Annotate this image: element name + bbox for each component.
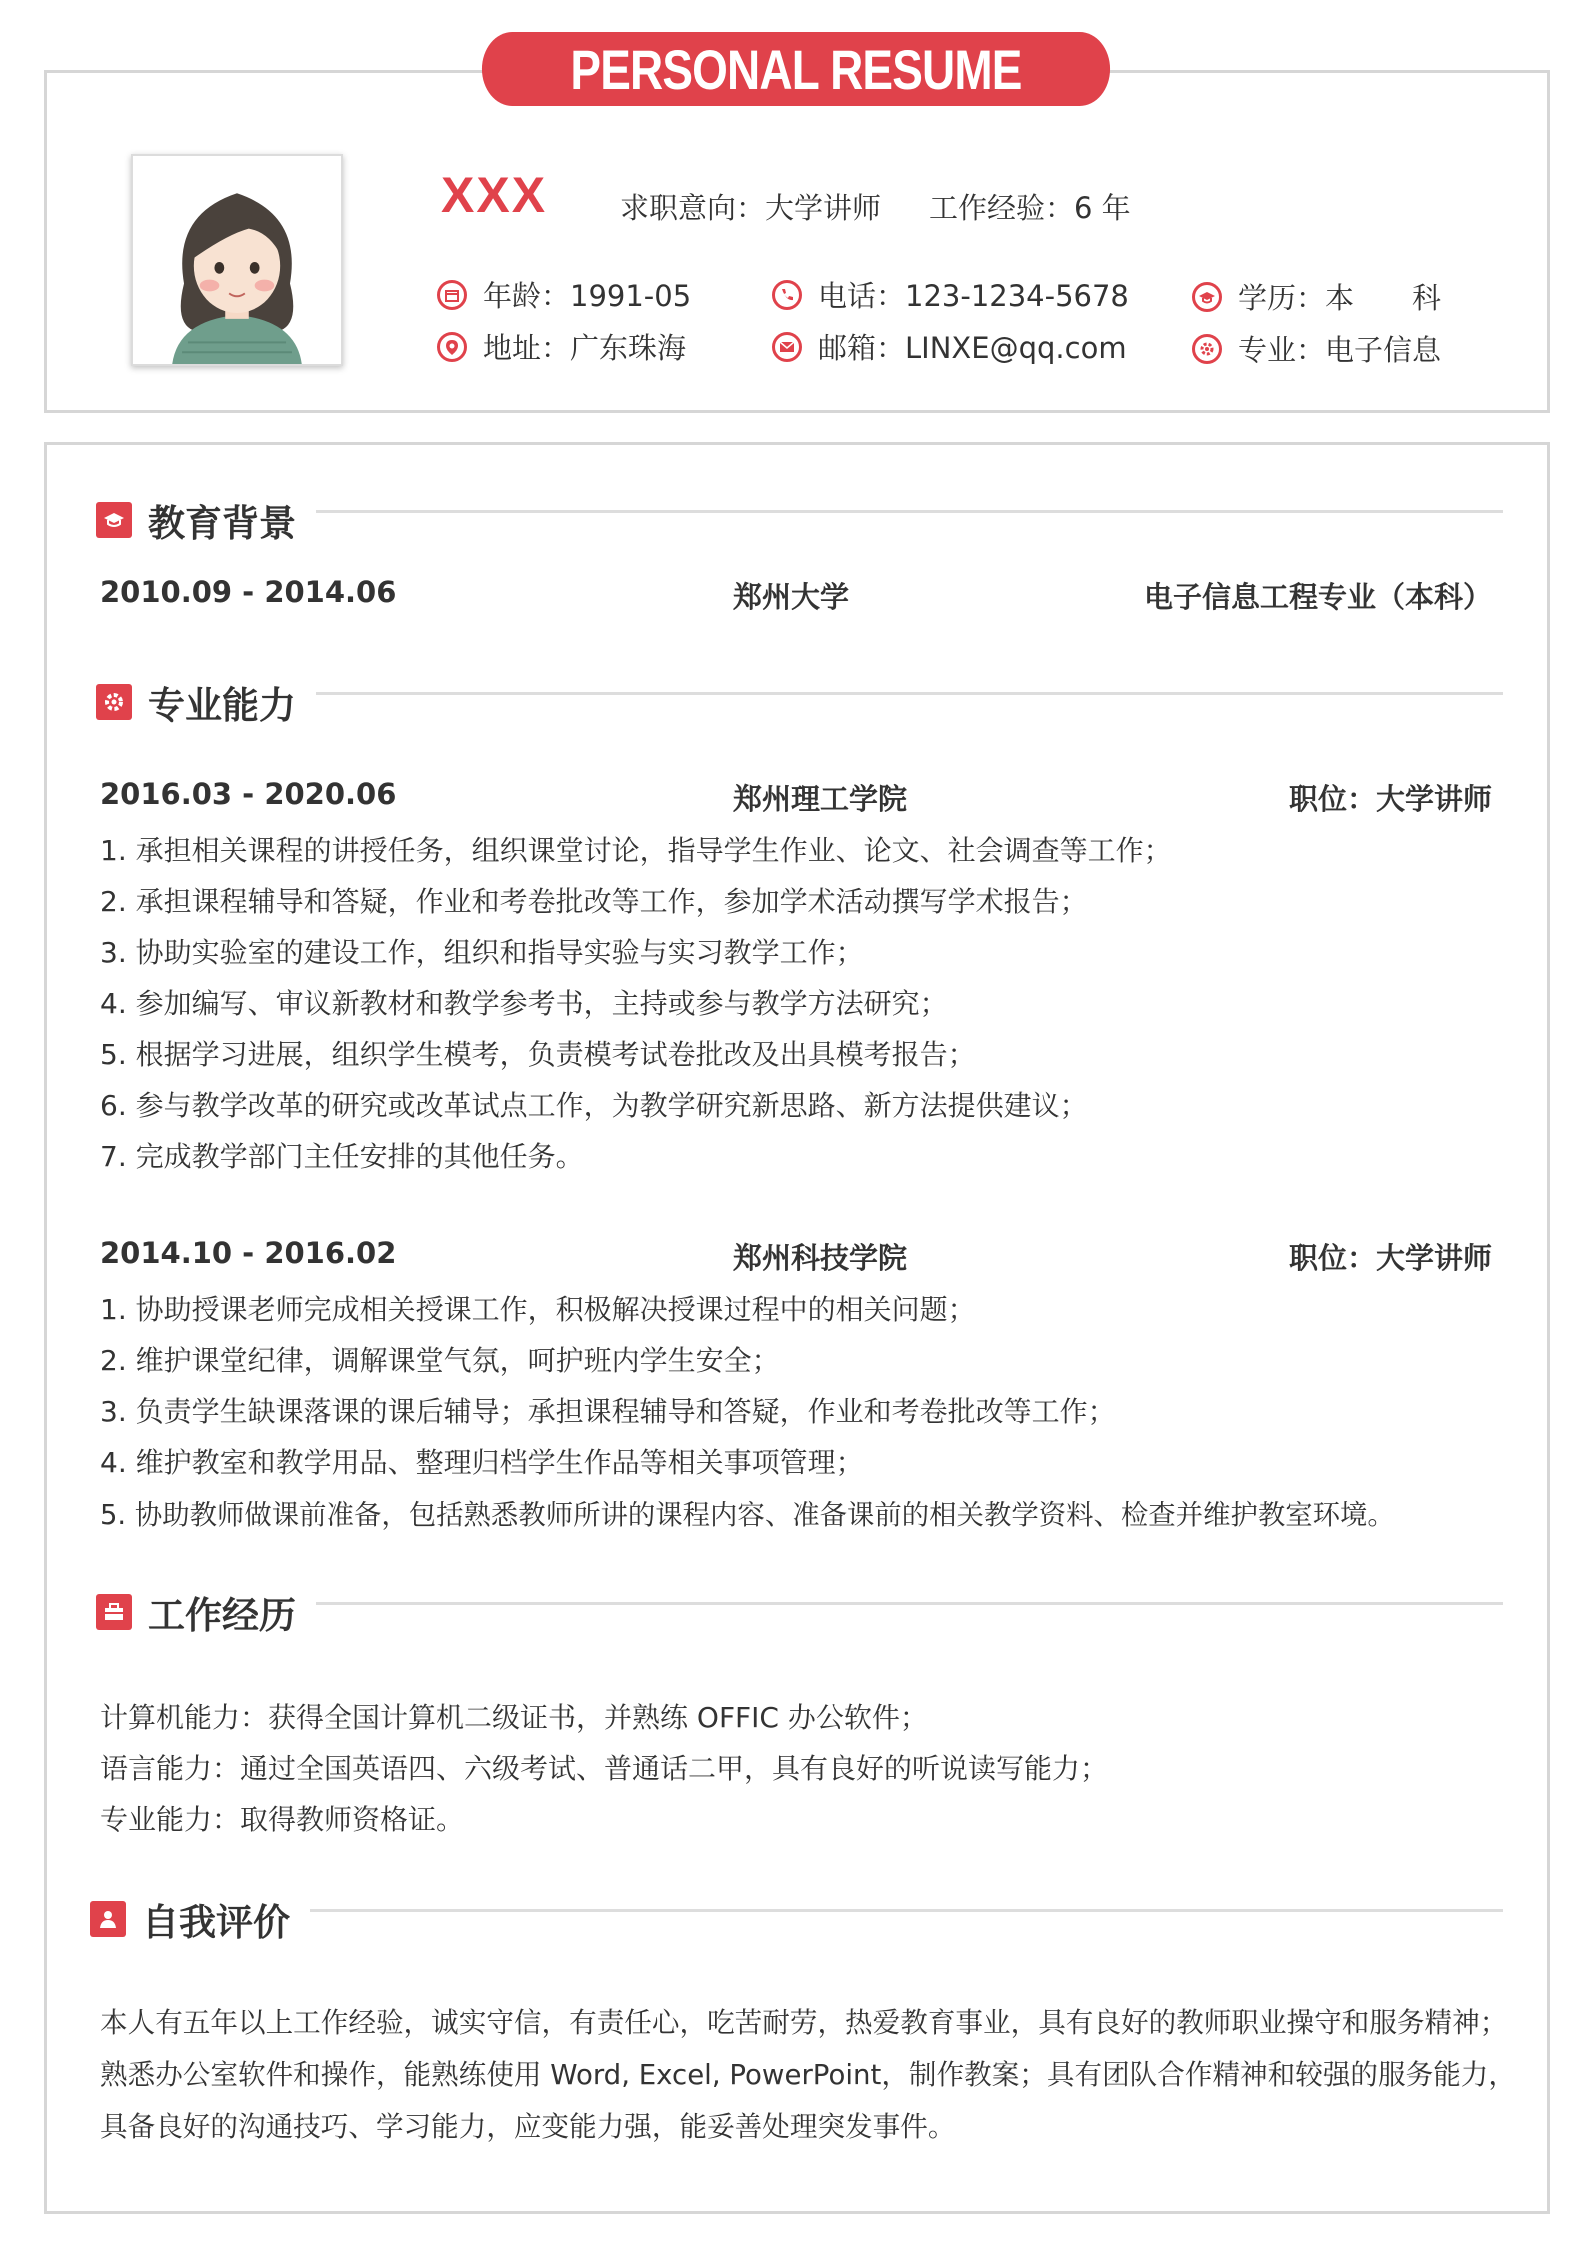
info-education: [1192, 276, 1441, 317]
section-education: [96, 493, 296, 547]
list-item: 4. 参加编写、审议新教材和教学参考书，主持或参与教学方法研究；: [100, 987, 948, 1020]
graduation-cap-icon: [96, 502, 132, 538]
list-item: 1. 协助授课老师完成相关授课工作，积极解决授课过程中的相关问题；: [100, 1293, 976, 1326]
section-self-title: 自我评价: [142, 1901, 290, 1944]
list-item: 4. 维护教室和教学用品、整理归档学生作品等相关事项管理；: [100, 1446, 864, 1479]
job-date: 2014.10 - 2016.02: [100, 1236, 397, 1270]
work-line: 语言能力：通过全国英语四、六级考试、普通话二甲，具有良好的听说读写能力；: [100, 1752, 1109, 1785]
graduation-cap-icon: [1192, 282, 1222, 312]
info-major-text: 专业：电子信息: [1238, 333, 1442, 367]
location-pin-icon: [437, 332, 467, 362]
info-phone-text: 电话：123-1234-5678: [818, 279, 1129, 313]
info-address-text: 地址：广东珠海: [483, 331, 687, 365]
section-education-title: 教育背景: [148, 502, 296, 545]
job-position: 职位：大学讲师: [1288, 1241, 1492, 1275]
list-item: 1. 承担相关课程的讲授任务，组织课堂讨论，指导学生作业、论文、社会调查等工作；: [100, 834, 1172, 867]
user-icon: [90, 1901, 126, 1937]
gear-icon: [1192, 334, 1222, 364]
candidate-name: XXX: [441, 167, 548, 223]
phone-icon: [772, 280, 802, 310]
divider: [316, 692, 1503, 695]
education-date: 2010.09 - 2014.06: [100, 575, 397, 609]
work-line: 计算机能力：获得全国计算机二级证书，并熟练 OFFIC 办公软件；: [100, 1701, 928, 1734]
job-org: 郑州科技学院: [733, 1241, 908, 1275]
info-major: [1192, 328, 1441, 369]
job-intent: 求职意向：大学讲师: [620, 191, 882, 225]
job-org: 郑州理工学院: [733, 782, 908, 816]
info-phone: [772, 274, 1129, 315]
section-work: [96, 1585, 296, 1639]
self-line: 具备良好的沟通技巧、学习能力，应变能力强，能妥善处理突发事件。: [100, 2110, 956, 2143]
section-self-evaluation: [90, 1892, 290, 1946]
info-age: [437, 274, 691, 315]
list-item: 3. 负责学生缺课落课的课后辅导；承担课程辅导和答疑，作业和考卷批改等工作；: [100, 1395, 1116, 1428]
work-experience-years: 工作经验：6 年: [929, 191, 1131, 225]
info-education-text: 学历：本 科: [1238, 281, 1442, 315]
envelope-icon: [772, 332, 802, 362]
list-item: 2. 维护课堂纪律，调解课堂气氛，呵护班内学生安全；: [100, 1344, 780, 1377]
section-skills: [96, 675, 296, 729]
briefcase-icon: [96, 1594, 132, 1630]
list-item: 7. 完成教学部门主任安排的其他任务。: [100, 1140, 584, 1173]
section-skills-title: 专业能力: [148, 684, 296, 727]
job-position: 职位：大学讲师: [1288, 782, 1492, 816]
avatar-illustration: [133, 156, 341, 364]
list-item: 3. 协助实验室的建设工作，组织和指导实验与实习教学工作；: [100, 936, 864, 969]
calendar-icon: [437, 280, 467, 310]
resume-title: PERSONAL RESUME: [482, 32, 1110, 106]
divider: [310, 1909, 1503, 1912]
list-item: 5. 根据学习进展，组织学生模考，负责模考试卷批改及出具模考报告；: [100, 1038, 976, 1071]
list-item: 2. 承担课程辅导和答疑，作业和考卷批改等工作，参加学术活动撰写学术报告；: [100, 885, 1088, 918]
work-line: 专业能力：取得教师资格证。: [100, 1803, 465, 1836]
info-address: [437, 326, 686, 367]
self-line: 本人有五年以上工作经验，诚实守信，有责任心，吃苦耐劳，热爱教育事业，具有良好的教师职业操守和服务精神；: [100, 2006, 1508, 2039]
divider: [316, 510, 1503, 513]
divider: [316, 1602, 1503, 1605]
job-date: 2016.03 - 2020.06: [100, 777, 397, 811]
avatar: [131, 154, 343, 366]
info-email: [772, 326, 1127, 367]
section-work-title: 工作经历: [148, 1594, 296, 1637]
self-line: 熟悉办公室软件和操作，能熟练使用 Word, Excel, PowerPoint，制作教案；具有团队合作精神和较强的服务能力，: [100, 2058, 1516, 2091]
education-major: 电子信息工程专业（本科）: [1143, 580, 1492, 614]
education-school: 郑州大学: [733, 580, 850, 614]
gear-icon: [96, 684, 132, 720]
list-item: 6. 参与教学改革的研究或改革试点工作，为教学研究新思路、新方法提供建议；: [100, 1089, 1088, 1122]
info-email-text: 邮箱：LINXE@qq.com: [818, 331, 1127, 365]
info-age-text: 年龄：1991-05: [483, 279, 692, 313]
list-item: 5. 协助教师做课前准备，包括熟悉教师所讲的课程内容、准备课前的相关教学资料、检查并维护教室环境。: [100, 1500, 1395, 1531]
